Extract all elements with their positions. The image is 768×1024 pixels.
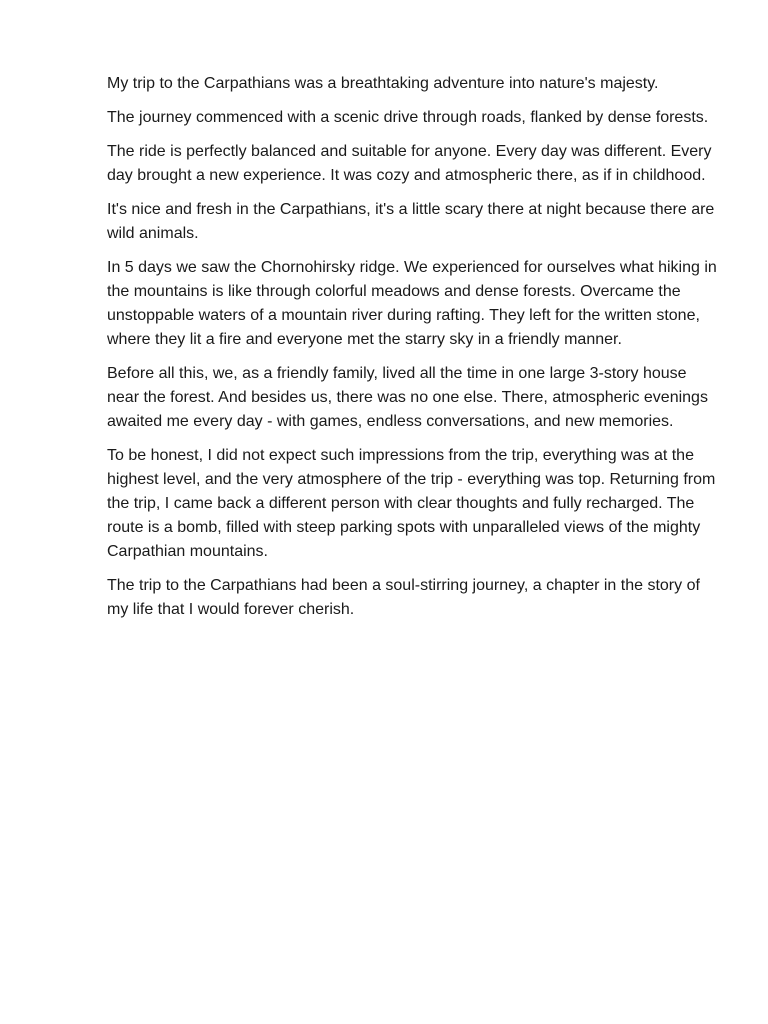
paragraph-3: The ride is perfectly balanced and suitable for anyone. Every day was different. Every day brought a new experience. It was cozy and atmospheric there, as if in childhood.: [107, 143, 712, 184]
paragraph-8: The trip to the Carpathians had been a soul-stirring journey, a chapter in the story of my life that I would forever cherish.: [107, 577, 700, 618]
paragraph-2: The journey commenced with a scenic drive through roads, flanked by dense forests.: [107, 109, 709, 126]
paragraph-5: In 5 days we saw the Chornohirsky ridge. We experienced for ourselves what hiking in the mountains is like through colorful meadows and dense forests. Overcame the unstoppable waters of a mountain river during rafting. They left for the written stone, where they lit a fire and everyone met the starry sky in a friendly manner.: [107, 259, 717, 348]
paragraph-6: Before all this, we, as a friendly family, lived all the time in one large 3-story house near the forest. And besides us, there was no one else. There, atmospheric evenings awaited me every day - with games, endless conversations, and new memories.: [107, 365, 708, 430]
paragraph-1: My trip to the Carpathians was a breathtaking adventure into nature's majesty.: [107, 75, 659, 92]
paragraph-4: It's nice and fresh in the Carpathians, it's a little scary there at night because there are wild animals.: [107, 201, 715, 242]
paragraph-7: To be honest, I did not expect such impressions from the trip, everything was at the highest level, and the very atmosphere of the trip - everything was top. Returning from the trip, I came back a different person with clear thoughts and fully recharged. The route is a bomb, filled with steep parking spots with unparalleled views of the mighty Carpathian mountains.: [107, 447, 716, 560]
document-body: [107, 72, 717, 632]
